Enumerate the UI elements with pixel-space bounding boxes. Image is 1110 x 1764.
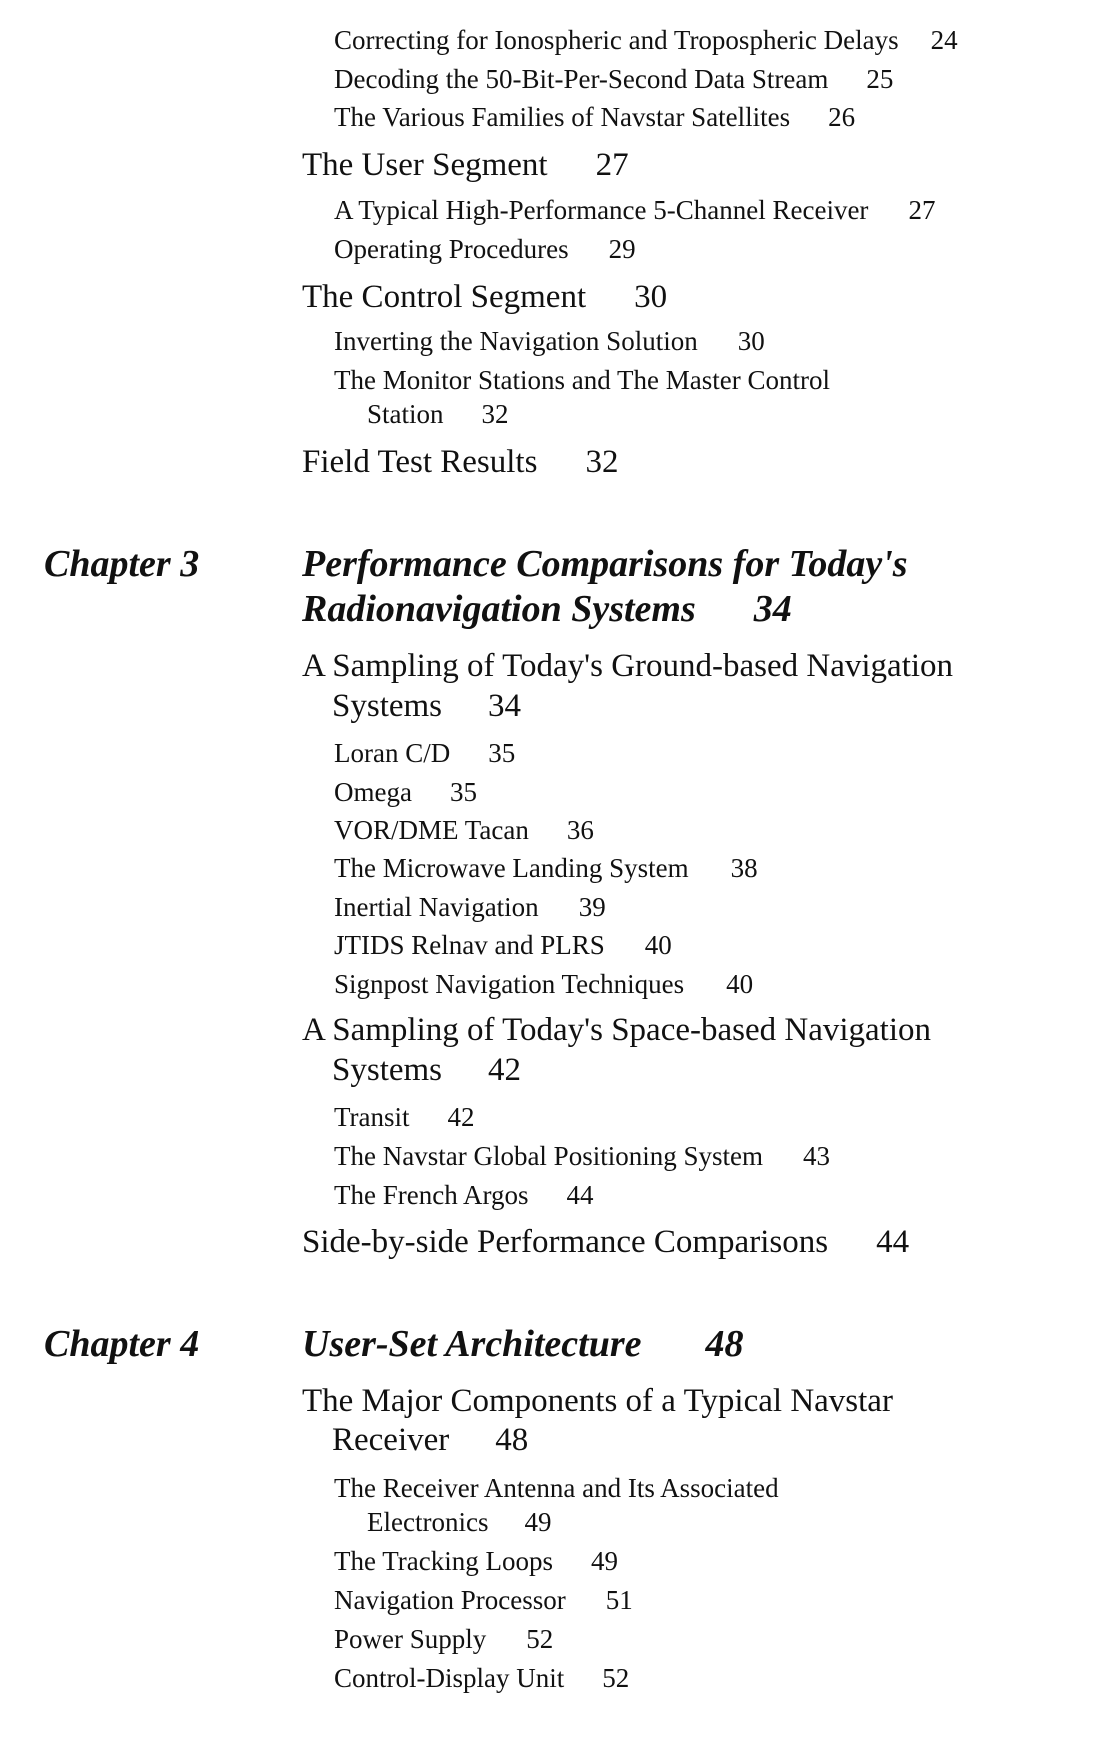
page-number: 34 — [753, 588, 792, 630]
page-number: 44 — [876, 1224, 910, 1260]
page-number: 32 — [481, 399, 509, 429]
page-number: 49 — [591, 1546, 618, 1576]
toc-entry — [334, 894, 606, 921]
entry-title: Navigation Processor — [334, 1585, 566, 1615]
page-number: 30 — [634, 279, 668, 315]
toc-entry — [334, 27, 958, 54]
toc-entry — [334, 779, 477, 806]
entry-title: Power Supply — [334, 1624, 487, 1654]
entry-title: Electronics — [367, 1507, 489, 1537]
toc-entry — [334, 1665, 629, 1692]
page-number: 52 — [526, 1624, 554, 1654]
toc-section-continued — [332, 1054, 521, 1087]
page-number: 38 — [730, 853, 758, 883]
page-number: 48 — [495, 1422, 529, 1458]
entry-title: JTIDS Relnav and PLRS — [334, 930, 605, 960]
chapter-title-text: Radionavigation Systems — [302, 588, 696, 630]
page-number: 29 — [608, 234, 636, 264]
toc-entry-continued — [367, 1509, 551, 1536]
toc-entry — [334, 1587, 633, 1614]
page-number: 39 — [578, 892, 606, 922]
page-number: 32 — [585, 444, 619, 480]
section-title: A Sampling of Today's Ground-based Navigation — [302, 648, 954, 684]
entry-title: Operating Procedures — [334, 234, 569, 264]
toc-entry — [334, 855, 758, 882]
toc-entry — [334, 328, 765, 355]
chapter-title — [302, 1325, 744, 1363]
toc-entry-continued — [367, 401, 509, 428]
toc-section — [302, 650, 953, 683]
page-number: 27 — [595, 147, 629, 183]
section-title: The User Segment — [302, 147, 548, 183]
page-number: 42 — [488, 1052, 522, 1088]
entry-title: The Receiver Antenna and Its Associated — [334, 1473, 779, 1503]
entry-title: VOR/DME Tacan — [334, 815, 529, 845]
page-number: 42 — [447, 1102, 475, 1132]
page-number: 35 — [488, 738, 516, 768]
toc-entry — [334, 66, 893, 93]
chapter-title: Performance Comparisons for Today's — [302, 543, 908, 585]
entry-title: Control-Display Unit — [334, 1663, 565, 1693]
toc-entry — [334, 1475, 779, 1502]
section-title: Systems — [332, 1052, 443, 1088]
entry-title: Inverting the Navigation Solution — [334, 326, 698, 356]
toc-entry — [334, 971, 753, 998]
entry-title: Omega — [334, 777, 412, 807]
entry-title: Loran C/D — [334, 738, 451, 768]
toc-section-continued — [332, 1424, 528, 1457]
section-title: Side-by-side Performance Comparisons — [302, 1224, 829, 1260]
entry-title: Correcting for Ionospheric and Tropospheric Delays — [334, 25, 899, 55]
page-number: 35 — [449, 777, 477, 807]
page-number: 27 — [908, 195, 936, 225]
section-title: Receiver — [332, 1422, 450, 1458]
toc-section — [302, 446, 618, 479]
entry-title: The Various Families of Navstar Satellites — [334, 102, 791, 132]
page-number: 34 — [488, 688, 522, 724]
toc-entry — [334, 1182, 593, 1209]
entry-title: Transit — [334, 1102, 410, 1132]
page-number: 36 — [566, 815, 594, 845]
toc-entry — [334, 1143, 830, 1170]
toc-entry — [334, 1626, 553, 1653]
entry-title: The Navstar Global Positioning System — [334, 1141, 763, 1171]
section-title: The Major Components of a Typical Navstar — [302, 1383, 893, 1419]
toc-entry — [334, 740, 515, 767]
toc-entry — [334, 1548, 618, 1575]
entry-title: Signpost Navigation Techniques — [334, 969, 685, 999]
toc-entry — [334, 197, 935, 224]
entry-title: The French Argos — [334, 1180, 529, 1210]
section-title: Field Test Results — [302, 444, 538, 480]
page-number: 43 — [802, 1141, 830, 1171]
entry-title: Inertial Navigation — [334, 892, 539, 922]
chapter-label: Chapter 3 — [44, 543, 200, 585]
entry-title: The Tracking Loops — [334, 1546, 553, 1576]
toc-section — [302, 1014, 931, 1047]
page-number: 40 — [726, 969, 754, 999]
toc-entry — [334, 236, 636, 263]
chapter-title-continued — [302, 590, 792, 628]
section-title: Systems — [332, 688, 443, 724]
page-number: 44 — [566, 1180, 594, 1210]
section-title: A Sampling of Today's Space-based Navigation — [302, 1012, 931, 1048]
toc-entry — [334, 817, 594, 844]
toc-entry — [334, 932, 672, 959]
toc-section — [302, 1385, 893, 1418]
toc-section-continued — [332, 690, 521, 723]
section-title: The Control Segment — [302, 279, 587, 315]
page-number: 26 — [828, 102, 856, 132]
toc-entry — [334, 104, 855, 131]
toc-entry — [334, 367, 830, 394]
entry-title: The Monitor Stations and The Master Control — [334, 365, 830, 395]
page-number: 49 — [524, 1507, 552, 1537]
page-number: 24 — [930, 25, 958, 55]
page-number: 40 — [644, 930, 672, 960]
toc-entry — [334, 1104, 475, 1131]
page-number: 25 — [866, 64, 894, 94]
page-number: 51 — [605, 1585, 633, 1615]
page-number: 52 — [602, 1663, 630, 1693]
entry-title: A Typical High-Performance 5-Channel Receiver — [334, 195, 869, 225]
entry-title: Decoding the 50-Bit-Per-Second Data Stream — [334, 64, 829, 94]
toc-section — [302, 281, 667, 314]
chapter-title-text: User-Set Architecture — [302, 1323, 642, 1365]
entry-title: Station — [367, 399, 444, 429]
toc-section — [302, 1226, 909, 1259]
page-number: 48 — [705, 1323, 744, 1365]
entry-title: The Microwave Landing System — [334, 853, 689, 883]
toc-section — [302, 149, 629, 182]
chapter-label: Chapter 4 — [44, 1323, 200, 1365]
page-number: 30 — [737, 326, 765, 356]
